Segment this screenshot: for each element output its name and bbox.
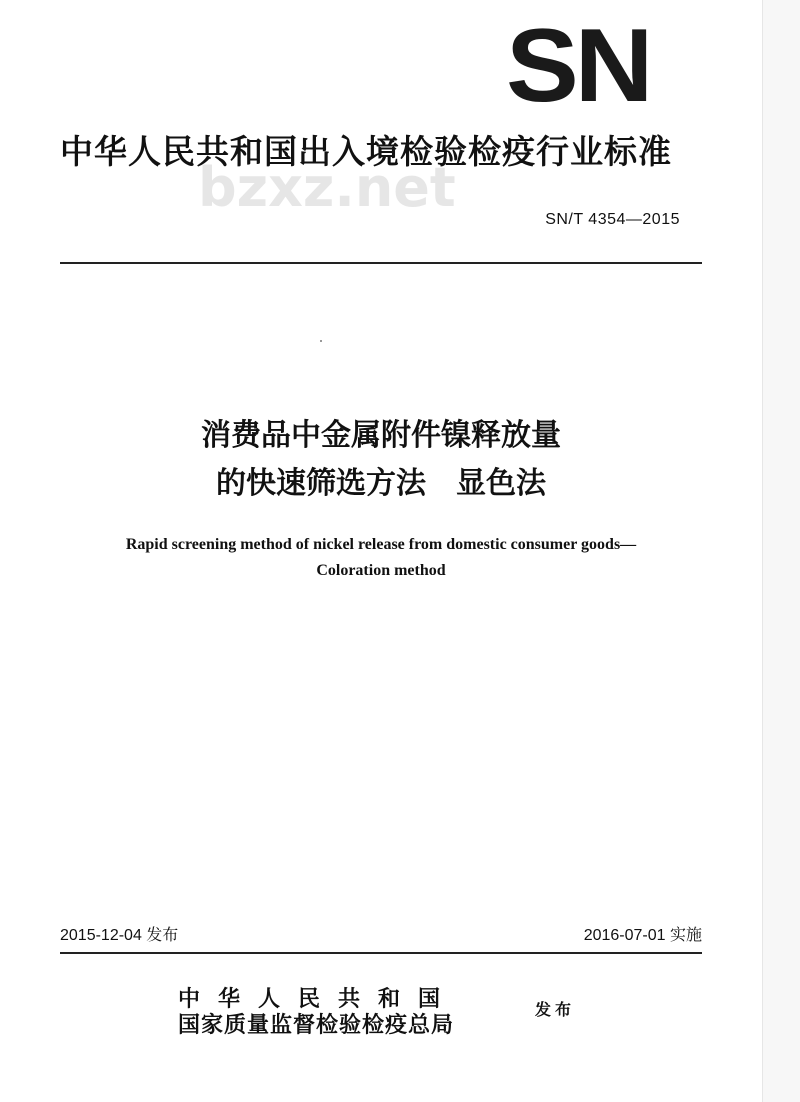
english-title-line2: Coloration method: [316, 562, 446, 579]
standard-type-title: 中华人民共和国出入境检验检疫行业标准: [60, 132, 672, 171]
issue-date: 2015-12-04 发布: [60, 927, 179, 944]
bottom-divider: [60, 952, 702, 954]
chinese-title: [0, 412, 762, 508]
watermark: bzxz.net: [198, 156, 456, 219]
chinese-title-line2: 的快速筛选方法 显色法: [216, 466, 546, 501]
chinese-title-line1: 消费品中金属附件镍释放量: [201, 418, 561, 453]
publish-label: 发布: [535, 1000, 576, 1019]
page-edge: [762, 0, 800, 1102]
top-divider: [60, 262, 702, 264]
scan-speck: [320, 340, 322, 342]
issuer-name-line1: 中华人民共和国: [178, 986, 459, 1012]
implementation-date: 2016-07-01 实施: [583, 927, 702, 944]
english-title: [0, 532, 762, 584]
issuer-name-line2: 国家质量监督检验检疫总局: [178, 1012, 455, 1038]
issuing-authority: [178, 986, 458, 1038]
standard-code: SN/T 4354—2015: [545, 211, 680, 228]
english-title-line1: Rapid screening method of nickel release from domestic consumer goods—: [125, 536, 637, 553]
sn-logo: SN: [506, 8, 650, 124]
